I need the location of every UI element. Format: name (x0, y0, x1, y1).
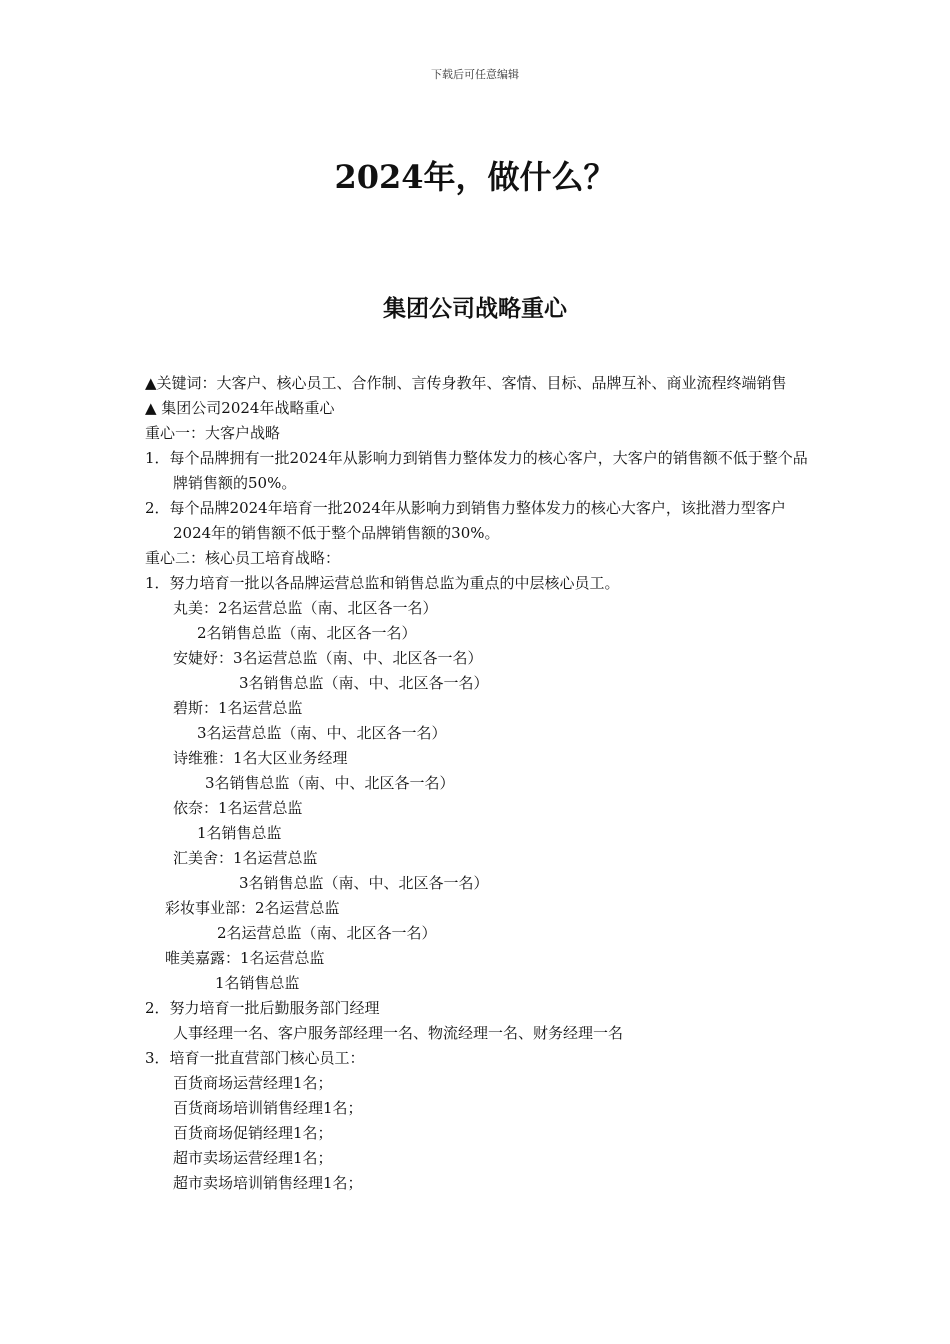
focus-two-item: 3．培育一批直营部门核心员工： (145, 1049, 365, 1067)
document-body (145, 371, 810, 1196)
document-subtitle: 集团公司战略重心 (383, 296, 567, 322)
brand-line: 3名销售总监（南、中、北区各一名） (205, 774, 455, 792)
keywords-paragraph: ▲关键词：大客户、核心员工、合作制、言传身教年、客情、目标、品牌互补、商业流程终端销售 (145, 374, 787, 392)
document-title: 2024年，做什么？ (334, 158, 616, 196)
focus-one-item: 2．每个品牌2024年培育一批2024年从影响力到销售力整体发力的核心大客户，该批潜力型客户2024年的销售额不低于整个品牌销售额的30%。 (145, 499, 786, 542)
focus-one-item: 1．每个品牌拥有一批2024年从影响力到销售力整体发力的核心客户，大客户的销售额不低于整个品牌销售额的50%。 (145, 449, 808, 492)
focus-one-heading: 重心一：大客户战略 (145, 424, 281, 442)
brand-line: 3名运营总监（南、中、北区各一名） (197, 724, 447, 742)
brand-line: 彩妆事业部：2名运营总监 (165, 899, 340, 917)
direct-sales-role: 百货商场促销经理1名； (173, 1124, 333, 1142)
brand-line: 依奈：1名运营总监 (173, 799, 303, 817)
focus-two-item: 2．努力培育一批后勤服务部门经理 (145, 999, 380, 1017)
page-header-note: 下载后可任意编辑 (431, 68, 519, 81)
brand-line: 3名销售总监（南、中、北区各一名） (239, 674, 489, 692)
brand-line: 1名销售总监 (215, 974, 300, 992)
brand-line: 丸美：2名运营总监（南、北区各一名） (173, 599, 438, 617)
focus-two-item: 1．努力培育一批以各品牌运营总监和销售总监为重点的中层核心员工。 (145, 574, 620, 592)
brand-line: 诗维雅：1名大区业务经理 (173, 749, 348, 767)
brand-line: 2名销售总监（南、北区各一名） (197, 624, 417, 642)
direct-sales-role: 超市卖场培训销售经理1名； (173, 1174, 363, 1192)
focus-two-item-detail: 人事经理一名、客户服务部经理一名、物流经理一名、财务经理一名 (173, 1024, 624, 1042)
direct-sales-role: 百货商场运营经理1名； (173, 1074, 333, 1092)
brand-line: 安婕妤：3名运营总监（南、中、北区各一名） (173, 649, 483, 667)
brand-line: 1名销售总监 (197, 824, 282, 842)
direct-sales-role: 百货商场培训销售经理1名； (173, 1099, 363, 1117)
brand-line: 2名运营总监（南、北区各一名） (217, 924, 437, 942)
brand-line: 汇美舍：1名运营总监 (173, 849, 318, 867)
direct-sales-role: 超市卖场运营经理1名； (173, 1149, 333, 1167)
brand-line: 唯美嘉露：1名运营总监 (165, 949, 325, 967)
focus-two-heading: 重心二：核心员工培育战略： (145, 549, 341, 567)
brand-line: 3名销售总监（南、中、北区各一名） (239, 874, 489, 892)
brand-line: 碧斯：1名运营总监 (173, 699, 303, 717)
section-heading: ▲ 集团公司2024年战略重心 (145, 399, 335, 417)
